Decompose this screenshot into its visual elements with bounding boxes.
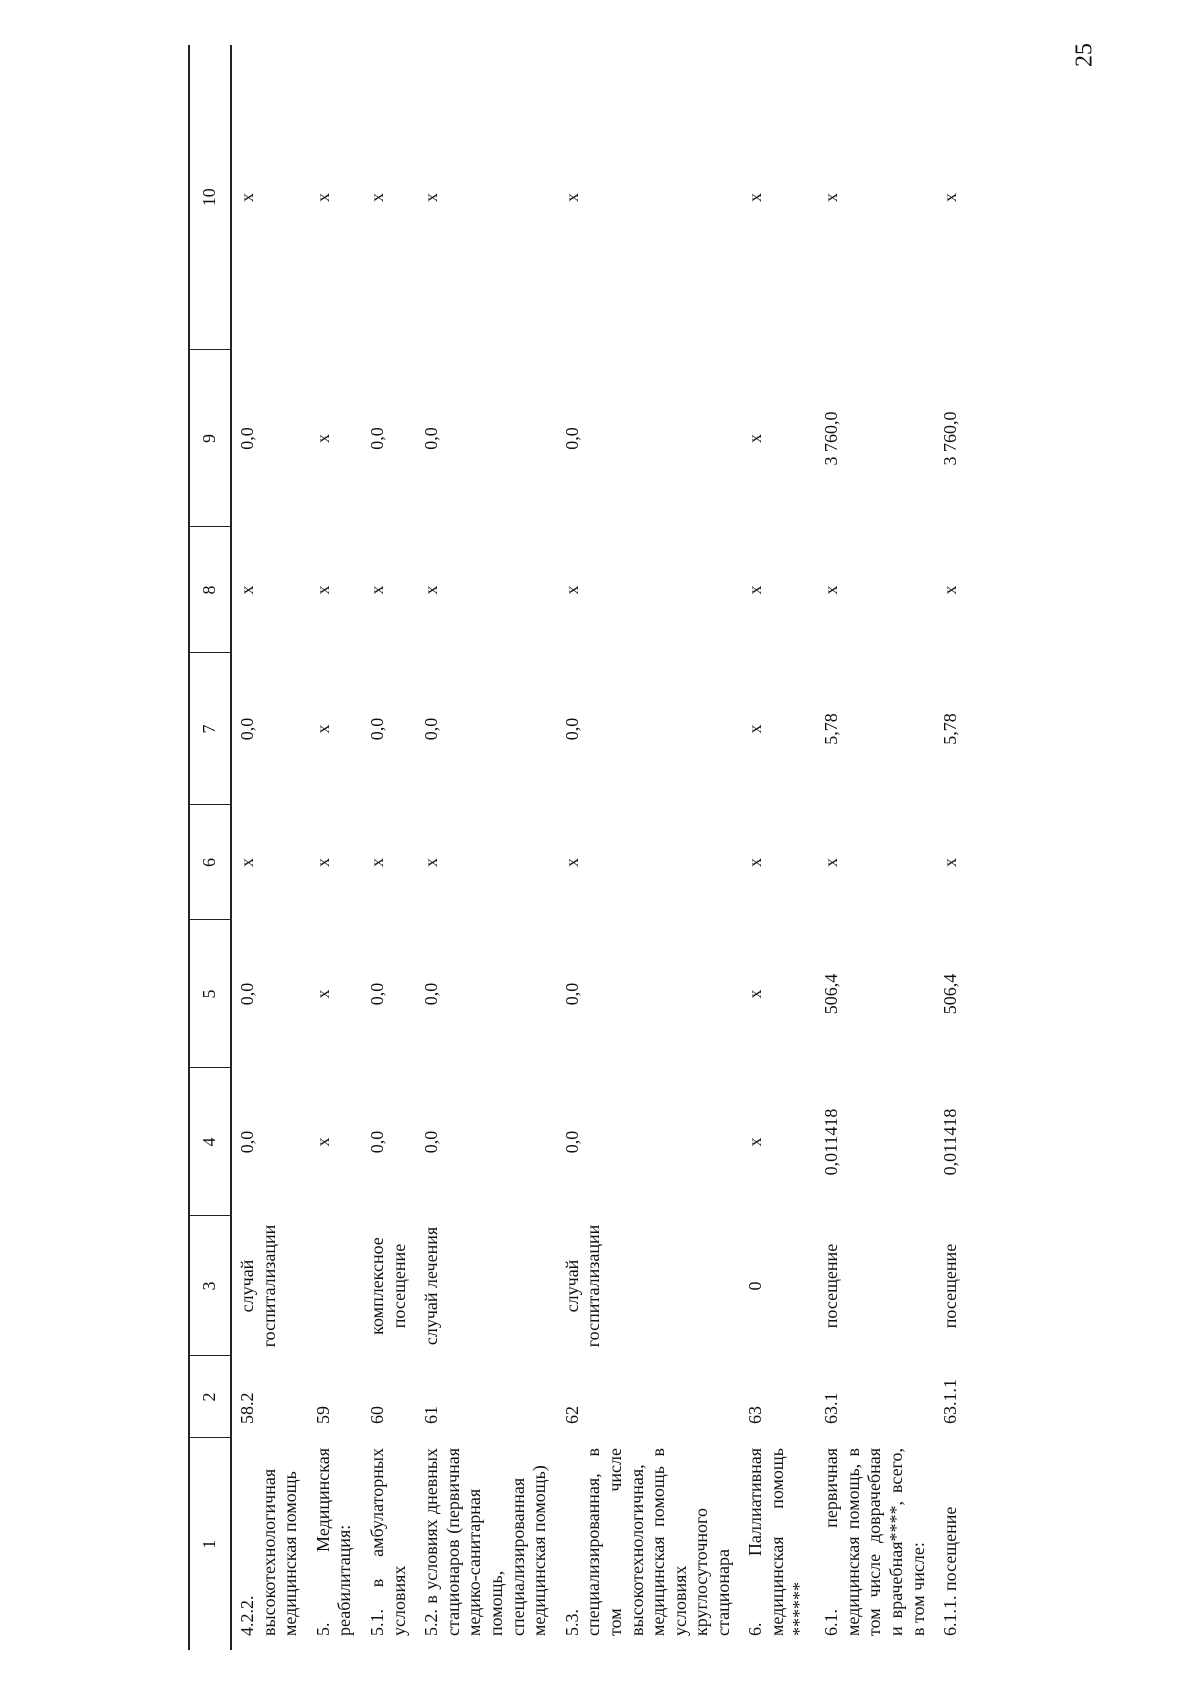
cell-col5: 0,0 — [237, 982, 257, 1006]
cell-col7: 0,0 — [237, 717, 257, 741]
tariff-table — [188, 45, 968, 1650]
row-name: 5.2. в условиях дневных стационаров (первичная медико-санитарная помощь, специализированная медицинская помощь) — [421, 1448, 550, 1636]
cell-col10: x — [745, 193, 766, 202]
cell-col9: 0,0 — [421, 427, 442, 450]
cell-col4: 0,0 — [366, 1130, 387, 1154]
column-header: 9 — [189, 350, 231, 527]
cell-col9: 3 760,0 — [821, 411, 842, 466]
column-header: 7 — [189, 653, 231, 805]
cell-col9: x — [312, 434, 333, 443]
cell-col8: x — [940, 585, 961, 595]
cell-col4: 0,011418 — [821, 1108, 842, 1176]
header-row — [189, 45, 231, 1650]
row-name: 5.1. в амбулаторных условиях — [366, 1448, 409, 1636]
column-header: 3 — [189, 1216, 231, 1356]
cell-col5: 0,0 — [421, 982, 442, 1006]
table-row — [557, 45, 741, 1650]
table-row — [416, 45, 557, 1650]
column-header: 1 — [189, 1438, 231, 1650]
cell-col10: x — [561, 193, 582, 202]
row-unit: посещение — [821, 1243, 842, 1329]
cell-col7: 5,78 — [821, 713, 842, 745]
row-unit: случай лечения — [421, 1226, 442, 1346]
cell-col8: x — [561, 585, 582, 595]
cell-col4: 0,0 — [561, 1130, 582, 1154]
row-unit: случай госпитализации — [237, 1224, 279, 1348]
cell-col9: 0,0 — [237, 427, 257, 450]
row-code: 59 — [312, 1406, 333, 1424]
cell-col6: x — [561, 858, 582, 867]
cell-col6: x — [312, 858, 333, 867]
cell-col10: x — [237, 193, 257, 202]
cell-col5: 506,4 — [940, 973, 961, 1015]
column-header: 8 — [189, 527, 231, 653]
cell-col4: 0,0 — [421, 1130, 442, 1154]
row-unit — [308, 1216, 362, 1356]
cell-col6: x — [940, 858, 961, 867]
row-name: 6.1.1. посещение — [940, 1506, 961, 1636]
page-number: 25 — [1071, 43, 1098, 67]
cell-col6: x — [237, 858, 257, 867]
cell-col5: x — [745, 989, 766, 999]
cell-col9: x — [745, 434, 766, 443]
column-header: 5 — [189, 920, 231, 1068]
row-code: 61 — [421, 1406, 442, 1424]
cell-col9: 0,0 — [366, 427, 387, 450]
cell-col10: x — [312, 193, 333, 202]
cell-col8: x — [312, 585, 333, 595]
cell-col5: 506,4 — [821, 973, 842, 1015]
row-unit: комплексное посещение — [366, 1237, 409, 1335]
row-code: 63.1 — [821, 1392, 842, 1424]
cell-col7: 0,0 — [366, 717, 387, 741]
row-name: 6. Паллиативная медицинская помощь ****** — [745, 1448, 809, 1636]
row-name: 4.2.2. высокотехнологичная медицинская помощь — [237, 1468, 301, 1636]
cell-col7: 5,78 — [940, 713, 961, 745]
table-row — [231, 45, 308, 1650]
column-header: 10 — [189, 45, 231, 350]
table-row — [308, 45, 362, 1650]
rotated-table-container — [188, 45, 1088, 1650]
row-code: 58.2 — [237, 1392, 257, 1424]
cell-col6: x — [821, 858, 842, 867]
table-row — [816, 45, 935, 1650]
row-unit: посещение — [940, 1243, 961, 1329]
cell-col4: x — [312, 1137, 333, 1147]
cell-col8: x — [237, 585, 257, 595]
cell-col7: 0,0 — [561, 717, 582, 741]
cell-col9: 3 760,0 — [940, 411, 961, 466]
row-unit: 0 — [745, 1281, 766, 1291]
cell-col6: x — [366, 858, 387, 867]
cell-col8: x — [821, 585, 842, 595]
row-code: 62 — [561, 1406, 582, 1424]
cell-col10: x — [940, 193, 961, 202]
column-header: 2 — [189, 1356, 231, 1438]
cell-col4: 0,011418 — [940, 1108, 961, 1176]
row-code: 63 — [745, 1406, 766, 1424]
row-code: 63.1.1 — [940, 1379, 961, 1424]
cell-col6: x — [745, 858, 766, 867]
row-name: 6.1. первичная медицинская помощь, в том числе доврачебная и врачебная****, всего, в том числе: — [821, 1448, 928, 1636]
row-name: 5.3. специализированная, в том числе высокотехнологичная, медицинская помощь в условиях круглосуточного стационара — [561, 1448, 733, 1636]
row-code: 60 — [366, 1406, 387, 1424]
cell-col10: x — [421, 193, 442, 202]
cell-col10: x — [366, 193, 387, 202]
column-header: 4 — [189, 1068, 231, 1216]
cell-col8: x — [745, 585, 766, 595]
column-header: 6 — [189, 805, 231, 920]
cell-col6: x — [421, 858, 442, 867]
cell-col7: 0,0 — [421, 717, 442, 741]
cell-col5: x — [312, 989, 333, 999]
cell-col4: x — [745, 1137, 766, 1147]
cell-col8: x — [366, 585, 387, 595]
cell-col9: 0,0 — [561, 427, 582, 450]
cell-col4: 0,0 — [237, 1130, 257, 1154]
cell-col5: 0,0 — [561, 982, 582, 1006]
table-row — [935, 45, 968, 1650]
cell-col7: x — [312, 724, 333, 734]
cell-col5: 0,0 — [366, 982, 387, 1006]
cell-col7: x — [745, 724, 766, 734]
row-unit: случай госпитализации — [561, 1224, 604, 1348]
table-row — [362, 45, 416, 1650]
cell-col10: x — [821, 193, 842, 202]
cell-col8: x — [421, 585, 442, 595]
table-row — [740, 45, 816, 1650]
row-name: 5. Медицинская реабилитация: — [312, 1448, 355, 1636]
